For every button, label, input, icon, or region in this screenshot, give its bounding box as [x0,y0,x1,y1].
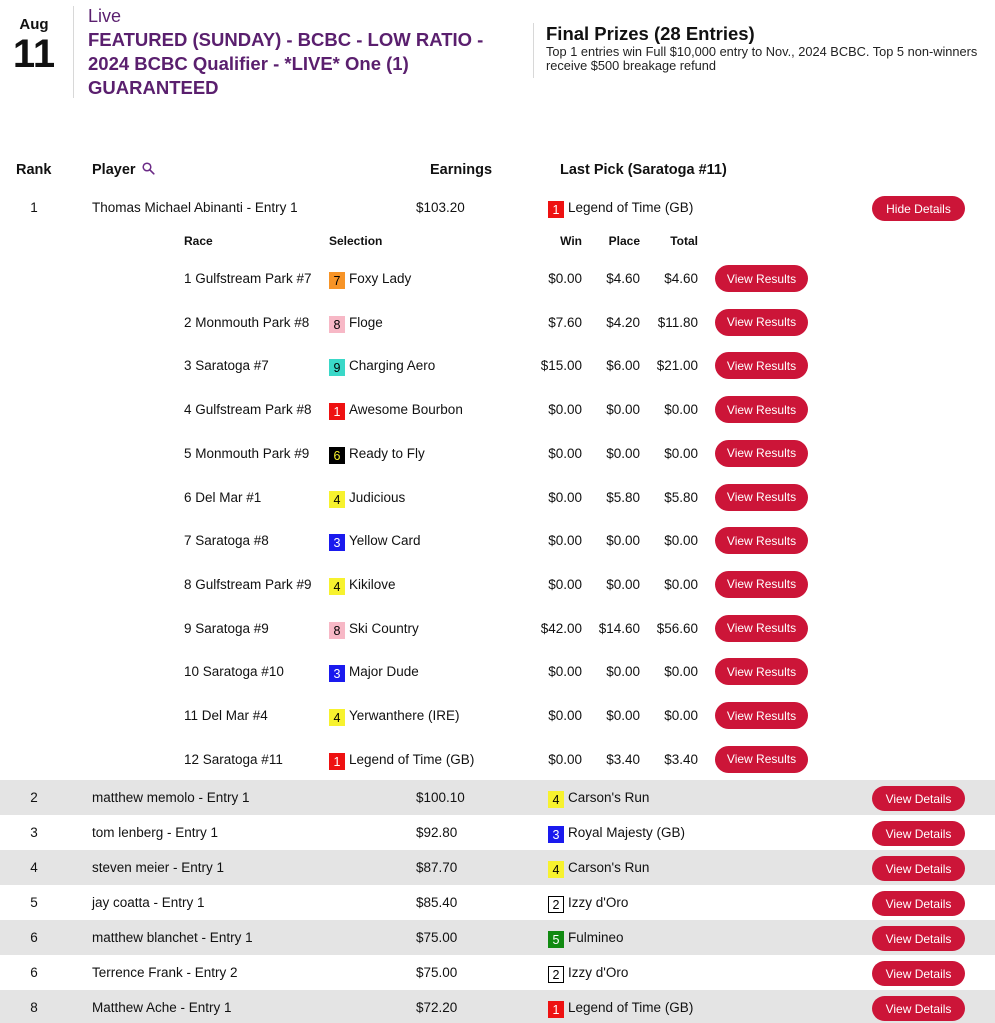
view-details-button[interactable]: View Details [872,786,965,811]
win-cell: $0.00 [548,402,582,418]
selection-cell [329,314,383,333]
details-row [0,344,995,387]
event-title: FEATURED (SUNDAY) - BCBC - LOW RATIO - 2024 BCBC Qualifier - *LIVE* One (1) GUARANTEED [88,29,484,98]
horse-name: Foxy Lady [349,271,412,286]
details-row [0,650,995,693]
column-header-earnings: Earnings [430,162,493,178]
horse-name: Ready to Fly [349,445,425,461]
view-results-button[interactable]: View Results [715,658,808,685]
last-pick-cell [548,199,693,218]
details-row [0,476,995,519]
details-row [0,257,995,300]
saddle-cloth-badge: 3 [329,665,345,682]
saddle-cloth-badge: 4 [329,578,345,595]
leaderboard-row [0,780,995,815]
horse-name: Legend of Time (GB) [568,1000,694,1015]
race-cell: 3 Saratoga #7 [184,358,269,374]
horse-name: Legend of Time (GB) [568,200,694,215]
total-cell: $0.00 [664,576,698,592]
selection-cell [329,445,425,464]
prizes-panel [546,23,986,73]
view-details-button[interactable]: View Details [872,891,965,916]
player-name: matthew blanchet - Entry 1 [92,930,253,945]
player-name: matthew memolo - Entry 1 [92,790,250,805]
race-cell: 7 Saratoga #8 [184,533,269,549]
rank-cell: 8 [30,1000,38,1015]
earnings-cell: $72.20 [416,1000,458,1015]
selection-cell [329,707,460,726]
player-name: Terrence Frank - Entry 2 [92,965,238,980]
horse-name: Carson's Run [568,860,650,875]
last-pick-cell [548,859,649,878]
earnings-cell: $92.80 [416,825,458,840]
horse-name: Judicious [349,489,406,505]
earnings-cell: $85.40 [416,895,458,910]
horse-name: Floge [349,314,383,330]
rank-cell: 2 [30,790,38,805]
win-cell: $0.00 [548,708,582,723]
saddle-cloth-badge: 3 [329,534,345,551]
rank-cell: 6 [30,930,38,945]
race-cell: 11 Del Mar #4 [184,708,268,723]
place-cell: $0.00 [606,664,640,680]
place-cell: $4.60 [606,271,640,286]
selection-cell [329,663,419,682]
prizes-title: Final Prizes (28 Entries) [546,23,755,44]
place-cell: $0.00 [606,576,640,592]
rank-cell: 5 [30,895,38,910]
leaderboard-row [0,885,995,920]
view-results-button[interactable]: View Results [715,309,808,336]
win-cell: $42.00 [540,620,582,636]
column-header-rank: Rank [16,162,52,178]
earnings-cell: $75.00 [416,965,458,980]
header-divider [73,6,74,98]
details-row [0,432,995,475]
rank-cell: 6 [30,965,38,980]
win-cell: $0.00 [548,489,582,505]
rank-cell: 4 [30,860,38,875]
race-cell: 9 Saratoga #9 [184,620,269,636]
saddle-cloth-badge: 8 [329,622,345,639]
win-cell: $15.00 [540,358,582,374]
race-cell: 6 Del Mar #1 [184,489,262,505]
view-results-button[interactable]: View Results [715,396,808,423]
details-header-selection: Selection [329,234,383,248]
earnings-cell: $87.70 [416,860,458,875]
race-cell: 2 Monmouth Park #8 [184,314,310,330]
place-cell: $0.00 [606,402,640,418]
horse-name: Awesome Bourbon [349,402,463,418]
place-cell: $4.20 [606,314,640,330]
view-results-button[interactable]: View Results [715,440,808,467]
earnings-cell: $100.10 [416,790,465,805]
selection-cell [329,532,421,551]
total-cell: $0.00 [664,402,698,418]
win-cell: $0.00 [548,445,582,461]
leaderboard-row [0,955,995,990]
win-cell: $0.00 [548,664,582,680]
place-cell: $0.00 [606,533,640,549]
saddle-cloth-badge: 1 [548,201,564,218]
last-pick-cell [548,999,693,1018]
total-cell: $0.00 [664,664,698,680]
saddle-cloth-badge: 1 [329,753,345,770]
place-cell: $14.60 [598,620,640,636]
details-header-win: Win [560,234,582,248]
details-header-place: Place [608,234,640,248]
horse-name: Yellow Card [349,533,421,549]
selection-cell [329,401,463,420]
selection-cell [329,489,405,508]
win-cell: $0.00 [548,533,582,549]
saddle-cloth-badge: 3 [548,826,564,843]
details-row [0,519,995,562]
saddle-cloth-badge: 2 [548,896,564,913]
win-cell: $7.60 [548,314,582,330]
saddle-cloth-badge: 4 [548,861,564,878]
race-cell: 10 Saratoga #10 [184,664,284,680]
rank-cell: 1 [30,200,38,215]
total-cell: $11.80 [657,314,698,330]
event-status: Live [88,6,122,26]
total-cell: $0.00 [664,533,698,549]
place-cell: $6.00 [606,358,640,374]
hide-details-button[interactable]: Hide Details [872,196,965,221]
last-pick-cell [548,824,685,843]
horse-name: Major Dude [349,664,419,680]
horse-name: Izzy d'Oro [568,965,629,980]
details-header-total: Total [670,234,698,248]
view-details-button[interactable]: View Details [872,856,965,881]
place-cell: $0.00 [606,445,640,461]
view-results-button[interactable]: View Results [715,527,808,554]
last-pick-cell [548,789,649,808]
total-cell: $56.60 [656,620,698,636]
horse-name: Carson's Run [568,790,650,805]
total-cell: $0.00 [664,708,698,723]
leaderboard-row [0,190,995,225]
total-cell: $4.60 [664,271,698,286]
saddle-cloth-badge: 2 [548,966,564,983]
earnings-cell: $103.20 [416,200,465,215]
saddle-cloth-badge: 1 [329,403,345,420]
player-name: tom lenberg - Entry 1 [92,825,219,840]
last-pick-cell [548,929,624,948]
race-cell: 8 Gulfstream Park #9 [184,576,312,592]
view-results-button[interactable]: View Results [715,746,808,773]
leaderboard-row [0,815,995,850]
details-row [0,388,995,431]
event-date [12,16,56,75]
horse-name: Royal Majesty (GB) [568,825,686,840]
details-row [0,563,995,606]
column-header-player [92,161,155,179]
column-header-last-pick: Last Pick (Saratoga #11) [560,162,727,178]
race-cell: 1 Gulfstream Park #7 [184,271,312,286]
horse-name: Ski Country [349,620,419,636]
header-divider [533,23,534,78]
place-cell: $0.00 [606,708,640,723]
event-info [88,6,518,100]
view-results-button[interactable]: View Results [715,352,808,379]
saddle-cloth-badge: 4 [329,709,345,726]
horse-name: Charging Aero [349,358,436,374]
leaderboard-row [0,990,995,1023]
race-cell: 5 Monmouth Park #9 [184,445,310,461]
view-results-button[interactable]: View Results [715,571,808,598]
view-results-button[interactable]: View Results [715,615,808,642]
player-name: jay coatta - Entry 1 [92,895,205,910]
saddle-cloth-badge: 9 [329,359,345,376]
view-details-button[interactable]: View Details [872,926,965,951]
leaderboard-row [0,920,995,955]
saddle-cloth-badge: 8 [329,316,345,333]
win-cell: $0.00 [548,751,582,767]
player-name: steven meier - Entry 1 [92,860,225,875]
event-month: Aug [19,16,49,33]
saddle-cloth-badge: 7 [329,272,345,289]
saddle-cloth-badge: 4 [329,491,345,508]
win-cell: $0.00 [548,271,582,286]
details-row [0,738,995,781]
total-cell: $3.40 [664,751,698,767]
last-pick-cell [548,964,628,983]
selection-cell [329,270,411,289]
horse-name: Yerwanthere (IRE) [349,708,460,723]
selection-cell [329,620,419,639]
selection-cell [329,751,474,770]
place-cell: $3.40 [606,751,640,767]
details-row [0,301,995,344]
horse-name: Fulmineo [568,930,624,945]
saddle-cloth-badge: 1 [548,1001,564,1018]
horse-name: Kikilove [349,576,396,592]
saddle-cloth-badge: 4 [548,791,564,808]
search-icon[interactable] [142,162,155,175]
leaderboard-row [0,850,995,885]
selection-cell [329,576,396,595]
earnings-cell: $75.00 [416,930,458,945]
details-row [0,694,995,737]
selection-cell [329,357,435,376]
column-header-player-label: Player [92,162,136,178]
race-cell: 4 Gulfstream Park #8 [184,402,312,418]
details-row [0,607,995,650]
view-details-button[interactable]: View Details [872,821,965,846]
view-results-button[interactable]: View Results [715,484,808,511]
view-results-button[interactable]: View Results [715,265,808,292]
player-name: Matthew Ache - Entry 1 [92,1000,232,1015]
rank-cell: 3 [30,825,38,840]
horse-name: Izzy d'Oro [568,895,629,910]
win-cell: $0.00 [548,576,582,592]
total-cell: $0.00 [664,445,698,461]
horse-name: Legend of Time (GB) [349,751,475,767]
total-cell: $21.00 [656,358,698,374]
event-day: 11 [12,32,56,76]
prizes-description: Top 1 entries win Full $10,000 entry to Nov., 2024 BCBC. Top 5 non-winners receive $500 breakage refund [546,44,978,73]
details-header-race: Race [184,234,213,248]
race-cell: 12 Saratoga #11 [184,751,283,767]
view-results-button[interactable]: View Results [715,702,808,729]
last-pick-cell [548,894,628,913]
place-cell: $5.80 [606,489,640,505]
saddle-cloth-badge: 5 [548,931,564,948]
view-details-button[interactable]: View Details [872,961,965,986]
view-details-button[interactable]: View Details [872,996,965,1021]
player-name: Thomas Michael Abinanti - Entry 1 [92,200,298,215]
total-cell: $5.80 [664,489,698,505]
saddle-cloth-badge: 6 [329,447,345,464]
